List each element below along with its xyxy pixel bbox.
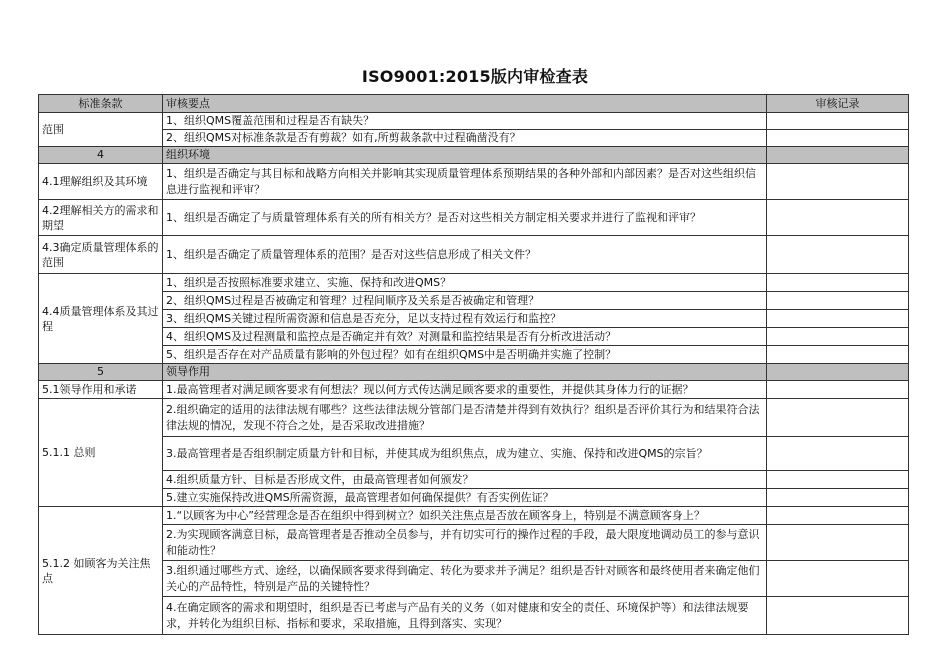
header-audit-record: 审核记录 [767, 95, 909, 113]
audit-point: 2.为实现顾客满意目标，最高管理者是否推动全员参与，并有切实可行的操作过程的手段，最大限度地调动员工的参与意识和能动性？ [163, 525, 767, 561]
table-row [39, 310, 909, 328]
section-number: 4 [39, 147, 163, 164]
audit-record-cell[interactable] [767, 274, 909, 292]
table-row [39, 561, 909, 597]
table-row [39, 399, 909, 437]
section-title: 领导作用 [163, 364, 767, 381]
audit-point: 1、组织是否确定与其目标和战略方向相关并影响其实现质量管理体系预期结果的各种外部和内部因素？是否对这些组织信息进行监视和评审？ [163, 164, 767, 200]
clause-cell: 范围 [39, 113, 163, 147]
clause-cell: 5.1.1 总则 [39, 399, 163, 507]
audit-record-cell[interactable] [767, 200, 909, 236]
clause-cell: 4.1理解组织及其环境 [39, 164, 163, 200]
audit-point: 1、组织QMS覆盖范围和过程是否有缺失？ [163, 113, 767, 130]
table-row [39, 381, 909, 399]
header-audit-points: 审核要点 [163, 95, 767, 113]
audit-point: 4.组织质量方针、目标是否形成文件，由最高管理者如何颁发？ [163, 471, 767, 489]
table-row [39, 437, 909, 471]
audit-point: 1、组织是否确定了与质量管理体系有关的所有相关方？是否对这些相关方制定相关要求并进行了监视和评审？ [163, 200, 767, 236]
audit-record-cell[interactable] [767, 113, 909, 130]
audit-record-cell[interactable] [767, 381, 909, 399]
audit-point: 1、组织是否确定了质量管理体系的范围？是否对这些信息形成了相关文件？ [163, 236, 767, 274]
audit-record-cell[interactable] [767, 292, 909, 310]
table-row [39, 525, 909, 561]
audit-record-cell[interactable] [767, 489, 909, 507]
audit-record-cell[interactable] [767, 597, 909, 635]
audit-record-cell[interactable] [767, 164, 909, 200]
audit-point: 2.组织确定的适用的法律法规有哪些？这些法律法规分管部门是否清楚并得到有效执行？组织是否评价其行为和结果符合法律法规的情况，发现不符合之处，是否采取改进措施？ [163, 399, 767, 437]
header-row [39, 95, 909, 113]
clause-cell: 4.4质量管理体系及其过程 [39, 274, 163, 364]
audit-record-cell[interactable] [767, 507, 909, 525]
audit-point: 4、组织QMS及过程测量和监控点是否确定并有效？对测量和监控结果是否有分析改进活动？ [163, 328, 767, 346]
table-row [39, 164, 909, 200]
audit-point: 5.建立实施保持改进QMS所需资源，最高管理者如何确保提供？有否实例佐证？ [163, 489, 767, 507]
audit-point: 1、组织是否按照标准要求建立、实施、保持和改进QMS？ [163, 274, 767, 292]
section-row [39, 147, 909, 164]
clause-cell: 4.3确定质量管理体系的范围 [39, 236, 163, 274]
table-row [39, 471, 909, 489]
table-row [39, 130, 909, 147]
audit-record-cell[interactable] [767, 147, 909, 164]
audit-checklist-table [38, 94, 909, 635]
header-clause: 标准条款 [39, 95, 163, 113]
clause-cell: 5.1领导作用和承诺 [39, 381, 163, 399]
audit-point: 3、组织QMS关键过程所需资源和信息是否充分，足以支持过程有效运行和监控？ [163, 310, 767, 328]
section-row [39, 364, 909, 381]
table-row [39, 200, 909, 236]
audit-record-cell[interactable] [767, 236, 909, 274]
page-title: ISO9001:2015版内审检查表 [361, 67, 589, 86]
table-row [39, 113, 909, 130]
table-row [39, 328, 909, 346]
table-row [39, 507, 909, 525]
audit-point: 1.“以顾客为中心”经营理念是否在组织中得到树立？如织关注焦点是否放在顾客身上，特别是不满意顾客身上？ [163, 507, 767, 525]
audit-point: 4.在确定顾客的需求和期望时，组织是否已考虑与产品有关的义务（如对健康和安全的责任、环境保护等）和法律法规要求，并转化为组织目标、指标和要求，采取措施，且得到落实、实现？ [163, 597, 767, 635]
audit-record-cell[interactable] [767, 525, 909, 561]
table-row [39, 346, 909, 364]
audit-point: 5、组织是否存在对产品质量有影响的外包过程？如有在组织QMS中是否明确并实施了控制？ [163, 346, 767, 364]
audit-record-cell[interactable] [767, 437, 909, 471]
table-row [39, 274, 909, 292]
table-row [39, 597, 909, 635]
clause-cell: 5.1.2 如顾客为关注焦点 [39, 507, 163, 635]
audit-record-cell[interactable] [767, 471, 909, 489]
section-title: 组织环境 [163, 147, 767, 164]
audit-record-cell[interactable] [767, 561, 909, 597]
audit-record-cell[interactable] [767, 130, 909, 147]
audit-record-cell[interactable] [767, 346, 909, 364]
audit-point: 1.最高管理者对满足顾客要求有何想法？现以何方式传达满足顾客要求的重要性，并提供其身体力行的证据？ [163, 381, 767, 399]
audit-point: 3.组织通过哪些方式、途经，以确保顾客要求得到确定、转化为要求并予满足？组织是否针对顾客和最终使用者来确定他们关心的产品特性，特别是产品的关键特性？ [163, 561, 767, 597]
table-row [39, 489, 909, 507]
audit-point: 2、组织QMS对标准条款是否有剪裁？如有,所剪裁条款中过程确凿没有？ [163, 130, 767, 147]
table-row [39, 292, 909, 310]
audit-record-cell[interactable] [767, 399, 909, 437]
table-row [39, 236, 909, 274]
audit-point: 2、组织QMS过程是否被确定和管理？过程间顺序及关系是否被确定和管理？ [163, 292, 767, 310]
audit-record-cell[interactable] [767, 310, 909, 328]
audit-point: 3.最高管理者是否组织制定质量方针和目标，并使其成为组织焦点，成为建立、实施、保持和改进QMS的宗旨？ [163, 437, 767, 471]
clause-cell: 4.2理解相关方的需求和期望 [39, 200, 163, 236]
audit-record-cell[interactable] [767, 364, 909, 381]
audit-record-cell[interactable] [767, 328, 909, 346]
section-number: 5 [39, 364, 163, 381]
